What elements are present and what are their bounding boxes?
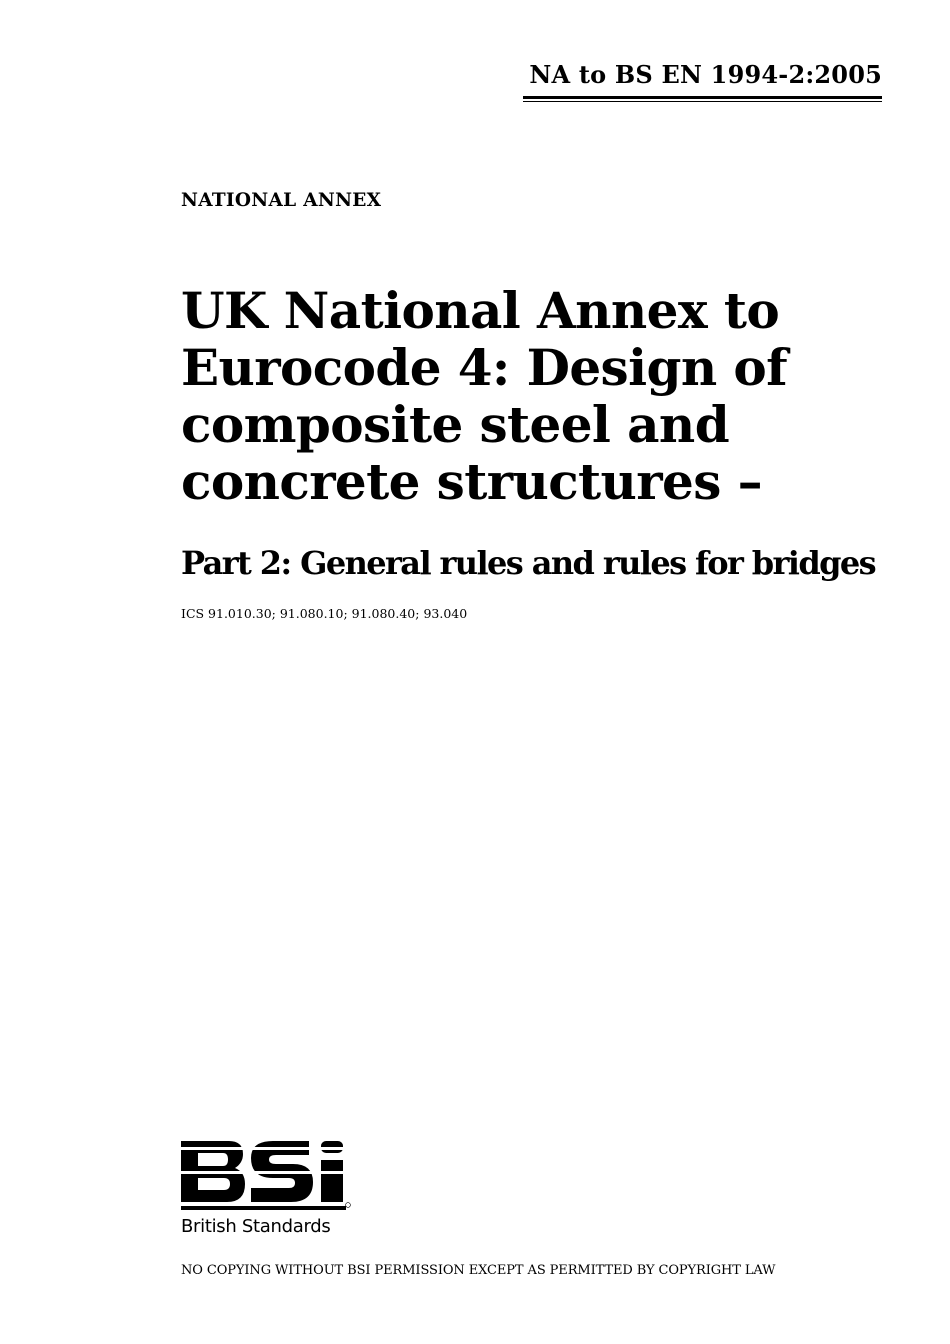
title-line-2: Eurocode 4: Design of xyxy=(181,338,788,397)
header-rule-thin xyxy=(523,101,882,102)
annex-label: NATIONAL ANNEX xyxy=(181,190,382,211)
bsi-logo xyxy=(181,1138,351,1210)
title-line-4: concrete structures – xyxy=(181,452,763,511)
document-number: NA to BS EN 1994-2:2005 xyxy=(529,60,882,89)
part-subtitle: Part 2: General rules and rules for bridges xyxy=(181,544,876,582)
title-line-3: composite steel and xyxy=(181,395,730,454)
copyright-notice: NO COPYING WITHOUT BSI PERMISSION EXCEPT AS PERMITTED BY COPYRIGHT LAW xyxy=(181,1263,776,1278)
ics-codes: ICS 91.010.30; 91.080.10; 91.080.40; 93.040 xyxy=(181,606,468,621)
document-title xyxy=(181,282,881,510)
bsi-brand-name: British Standards xyxy=(181,1216,331,1237)
header-rule-thick xyxy=(523,96,882,99)
title-line-1: UK National Annex to xyxy=(181,281,780,340)
